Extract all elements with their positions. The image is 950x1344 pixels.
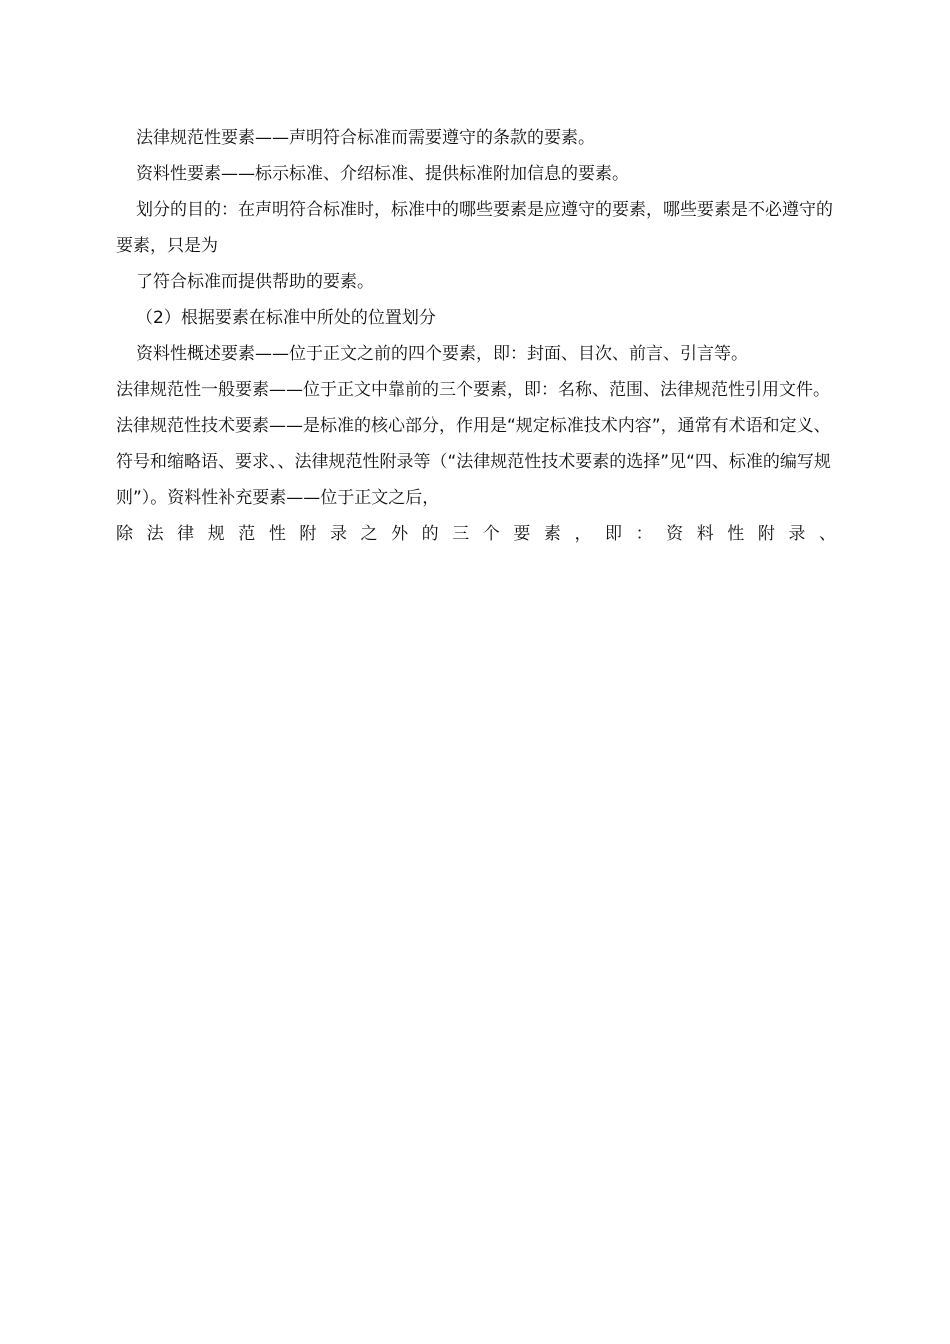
paragraph-purpose-continued: 了符合标准而提供帮助的要素。: [136, 272, 374, 292]
paragraph-informative-overview: 资料性概述要素——位于正文之前的四个要素，即：封面、目次、前言、引言等。: [136, 344, 748, 364]
paragraph-informative-elements: 资料性要素——标示标准、介绍标准、提供标准附加信息的要素。: [136, 164, 629, 184]
document-body: [116, 120, 836, 552]
section-heading-position: （2）根据要素在标准中所处的位置划分: [136, 308, 436, 328]
paragraph-purpose: 划分的目的：在声明符合标准时，标准中的哪些要素是应遵守的要素，哪些要素是不必遵守的要素，只是为: [116, 200, 833, 256]
paragraph-normative-elements: 法律规范性要素——声明符合标准而需要遵守的条款的要素。: [136, 128, 595, 148]
paragraph-informative-supplementary: 除法律规范性附录之外的三个要素，即：资料性附录、: [116, 524, 836, 544]
paragraph-normative-general-technical: 法律规范性一般要素——位于正文中靠前的三个要素，即：名称、范围、法律规范性引用文件。法律规范性技术要素——是标准的核心部分，作用是“规定标准技术内容”，通常有术语和定义、符号和缩略语、要求、、法律规范性附录等（“法律规范性技术要素的选择”见“四、标准的编写规则”）。资料性补充要素——位于正文之后，: [116, 380, 831, 508]
